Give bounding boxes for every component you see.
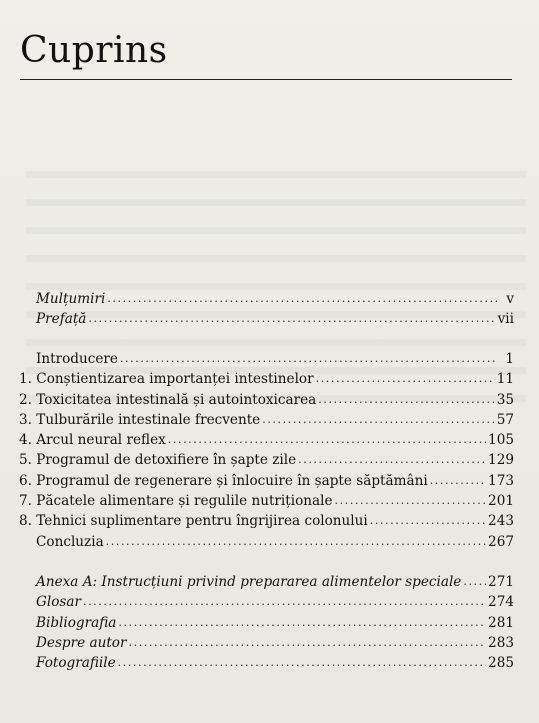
toc-back-matter (19, 572, 514, 673)
dot-leader (335, 491, 487, 511)
toc-entry[interactable] (19, 532, 514, 552)
toc-entry-page: vii (497, 311, 514, 328)
toc-entry-label: 1. Conștientizarea importanței intestinelor (19, 371, 314, 388)
toc-entry[interactable] (19, 369, 514, 389)
dot-leader (118, 653, 486, 673)
toc-entry-page: 57 (496, 411, 514, 428)
toc-entry-label: Fotografiile (36, 655, 116, 672)
toc-entry-label: 4. Arcul neural reflex (19, 432, 166, 449)
toc-entry-label: 6. Programul de regenerare și înlocuire în șapte săptămâni (19, 472, 428, 489)
toc-entry[interactable] (19, 491, 514, 511)
toc-entry-page: 243 (488, 513, 514, 530)
toc-entry-page: 35 (496, 391, 514, 408)
dot-leader (463, 572, 486, 592)
toc-entry-page: v (506, 291, 514, 307)
toc-entry[interactable] (19, 511, 514, 531)
dot-leader (262, 410, 494, 430)
toc-entry[interactable] (19, 309, 514, 329)
toc-entry-label: 8. Tehnici suplimentare pentru îngrijirea colonului (19, 513, 368, 530)
toc-entry[interactable] (19, 592, 514, 612)
page-title: Cuprins (20, 30, 168, 71)
dot-leader (318, 390, 494, 410)
toc-entry-page: 267 (488, 533, 514, 550)
toc-entry-label: Anexa A: Instrucțiuni privind prepararea alimentelor speciale (36, 574, 462, 590)
dot-leader (370, 511, 486, 531)
toc-entry-label: Prefață (36, 311, 87, 328)
toc-entry-page: 271 (488, 574, 514, 590)
toc-entry-label: 3. Tulburările intestinale frecvente (19, 411, 261, 428)
toc-entry-label: Despre autor (36, 634, 127, 651)
toc-entry-page: 283 (488, 634, 514, 651)
dot-leader (316, 369, 495, 389)
toc-entry[interactable] (19, 410, 514, 430)
dot-leader (83, 592, 486, 612)
title-underline (20, 79, 512, 80)
toc-entry-label: 7. Păcatele alimentare și regulile nutriționale (19, 493, 333, 510)
dot-leader (88, 309, 495, 329)
dot-leader (129, 633, 487, 653)
toc-entry[interactable] (19, 471, 514, 491)
toc-entry-label: 5. Programul de detoxifiere în șapte zile (19, 452, 297, 469)
toc-entry-page: 285 (488, 655, 514, 672)
toc-entry[interactable] (19, 633, 514, 653)
toc-entry[interactable] (19, 349, 514, 369)
toc-entry-label: Concluzia (36, 533, 104, 550)
toc-entry-label: Glosar (36, 594, 81, 611)
toc-chapters (19, 349, 514, 552)
dot-leader (107, 289, 498, 309)
toc-entry-label: Introducere (36, 351, 118, 367)
toc-entry-page: 173 (488, 472, 514, 489)
dot-leader (168, 430, 486, 450)
dot-leader (106, 532, 486, 552)
toc-entry-page: 274 (488, 594, 514, 611)
dot-leader (298, 450, 486, 470)
toc-entry[interactable] (19, 289, 514, 309)
toc-entry-label: Bibliografia (36, 614, 117, 631)
toc-entry[interactable] (19, 572, 514, 592)
toc-entry-page: 105 (488, 432, 514, 449)
toc-front-matter (19, 289, 514, 330)
toc-entry[interactable] (19, 450, 514, 470)
dot-leader (118, 613, 486, 633)
toc-entry-page: 11 (496, 371, 514, 388)
toc-entry-page: 129 (488, 452, 514, 469)
toc-entry-page: 281 (488, 614, 514, 631)
toc-entry[interactable] (19, 390, 514, 410)
toc-entry-page: 201 (488, 493, 514, 510)
dot-leader (120, 349, 498, 369)
toc-entry[interactable] (19, 653, 514, 673)
toc-entry-label: Mulțumiri (36, 291, 106, 307)
toc-entry[interactable] (19, 613, 514, 633)
toc-entry-page: 1 (505, 351, 514, 367)
dot-leader (430, 471, 486, 491)
toc-entry-label: 2. Toxicitatea intestinală și autointoxicarea (19, 391, 317, 408)
toc-entry[interactable] (19, 430, 514, 450)
